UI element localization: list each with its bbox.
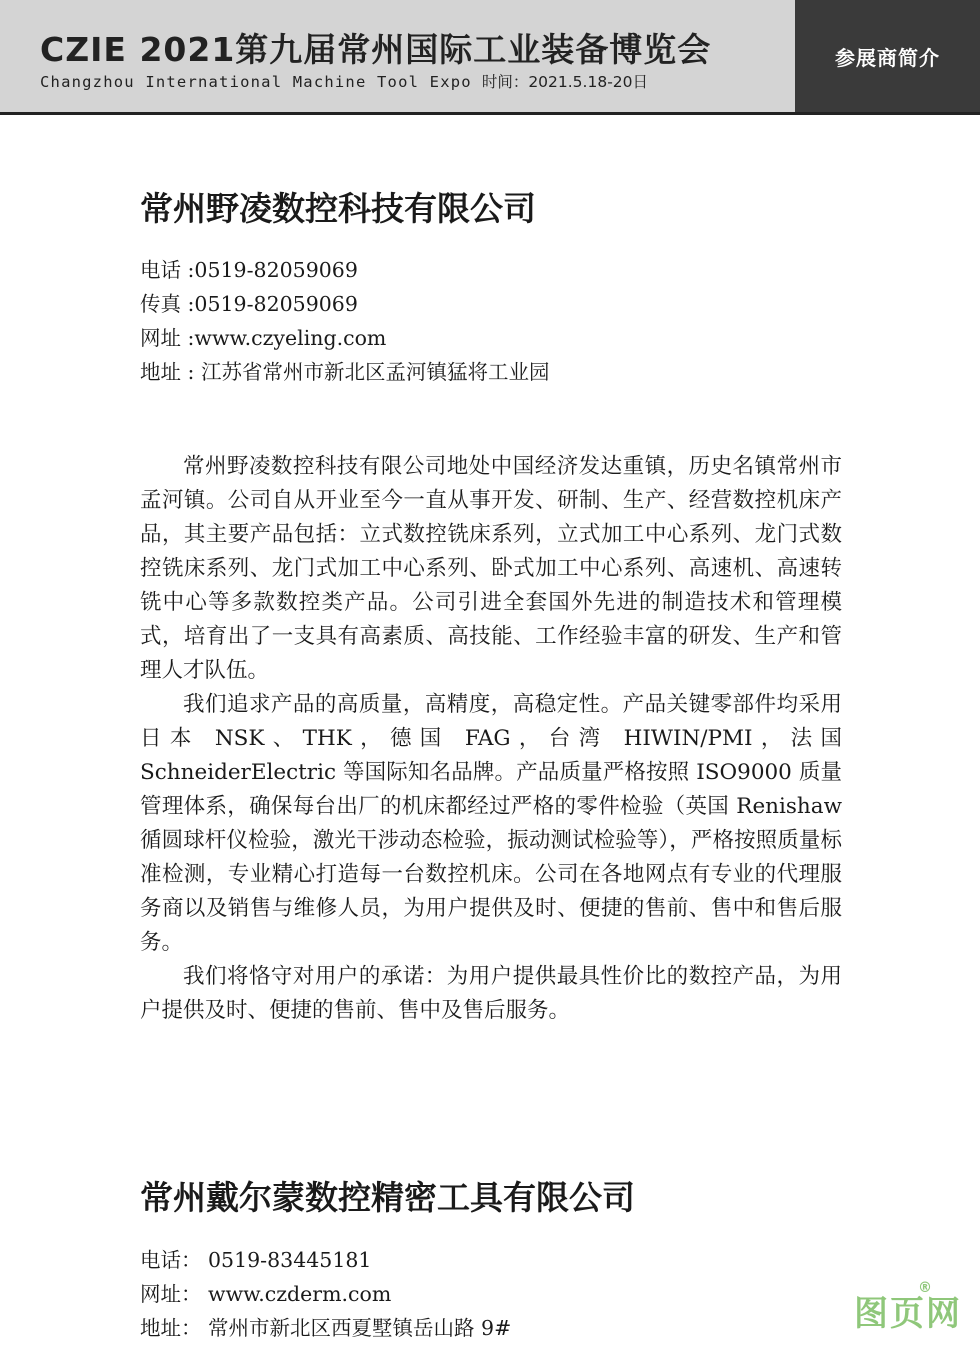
- address-line: 地址： 常州市新北区西夏墅镇岳山路 9#: [140, 1316, 512, 1340]
- expo-date: 时间：2021.5.18-20日: [481, 73, 649, 91]
- phone-line: 电话 :0519-82059069: [140, 258, 358, 282]
- watermark-logo: 图页网 ®: [854, 1280, 962, 1334]
- address-line: 地址 : 江苏省常州市新北区孟河镇猛将工业园: [140, 360, 550, 384]
- description-paragraph: 常州野凌数控科技有限公司地处中国经济发达重镇，历史名镇常州市孟河镇。公司自从开业至今一直从事开发、研制、生产、经营数控机床产品，其主要产品包括：立式数控铣床系列，立式加工中心系列、龙门式数控铣床系列、龙门式加工中心系列、卧式加工中心系列、高速机、高速转铣中心等多款数控类产品。公司引进全套国外先进的制造技术和管理模式，培育出了一支具有高素质、高技能、工作经验丰富的研发、生产和管理人才队伍。: [140, 454, 842, 683]
- section-tag: 参展商简介: [795, 0, 980, 112]
- website-line: 网址： www.czderm.com: [140, 1282, 392, 1306]
- company-description: [140, 450, 842, 1028]
- website-line: 网址 :www.czyeling.com: [140, 326, 387, 350]
- fax-line: 传真 :0519-82059069: [140, 292, 358, 316]
- phone-line: 电话： 0519-83445181: [140, 1248, 372, 1272]
- description-paragraph: 我们追求产品的高质量，高精度，高稳定性。产品关键零部件均采用日本 NSK、THK，德国 FAG，台湾 HIWIN/PMI，法国 SchneiderElectric 等国际知名品牌。产品质量严格按照 ISO9000 质量管理体系，确保每台出厂的机床都经过严格的零件检验（英国 Renishaw 循圆球杆仪检验，激光干涉动态检验，振动测试检验等），严格按照质量标准检测，专业精心打造每一台数控机床。公司在各地网点有专业的代理服务商以及销售与维修人员，为用户提供及时、便捷的售前、售中和售后服务。: [140, 692, 842, 955]
- expo-title: CZIE 2021第九届常州国际工业装备博览会: [40, 30, 712, 69]
- expo-subtitle: [40, 70, 648, 92]
- company-name: 常州野凌数控科技有限公司: [140, 189, 536, 228]
- contact-list: [140, 253, 549, 389]
- expo-english-name: Changzhou International Machine Tool Expo: [40, 73, 472, 91]
- description-paragraph: 我们将恪守对用户的承诺：为用户提供最具性价比的数控产品，为用户提供及时、便捷的售前、售中及售后服务。: [140, 964, 842, 1023]
- contact-list: [140, 1243, 511, 1345]
- company-name: 常州戴尔蒙数控精密工具有限公司: [140, 1178, 635, 1217]
